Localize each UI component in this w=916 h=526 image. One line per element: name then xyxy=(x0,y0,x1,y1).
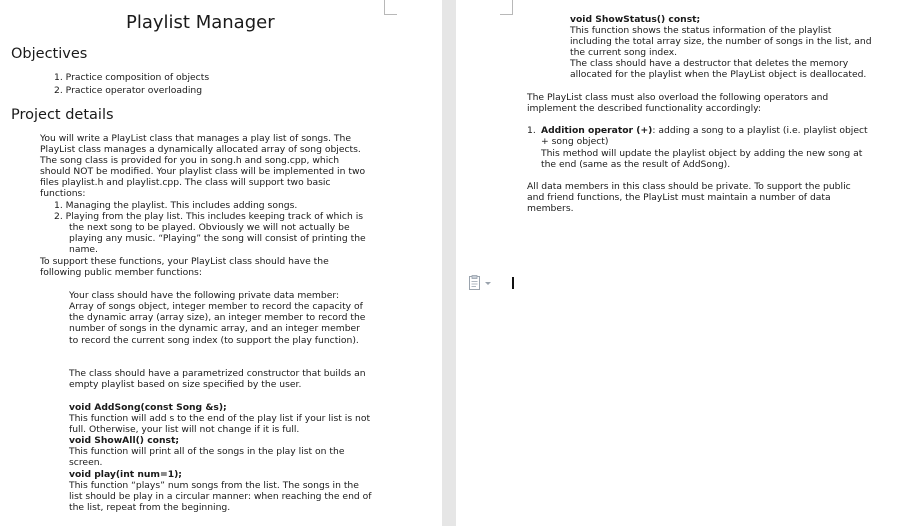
addition-item-cont: This method will update the playlist object by adding the new song at xyxy=(541,148,863,159)
constructor-line: empty playlist based on size specified by the user. xyxy=(69,379,302,390)
addition-item-cont: the end (same as the result of AddSong). xyxy=(541,159,731,170)
show-all-description: This function will print all of the songs in the play list on the xyxy=(69,446,345,457)
play-description: list should be play in a circular manner: when reaching the end of xyxy=(69,491,372,502)
addition-operator-text: : adding a song to a playlist (i.e. playlist object xyxy=(652,125,868,136)
objective-item: 1. Practice composition of objects xyxy=(54,72,210,83)
text-cursor-icon xyxy=(512,277,514,289)
play-description: This function “plays” num songs from the list. The songs in the xyxy=(69,480,359,491)
private-note-line: All data members in this class should be private. To support the public xyxy=(527,181,851,192)
page-corner-mark xyxy=(500,0,513,15)
show-all-signature: void ShowAll() const; xyxy=(69,435,180,446)
function-item: 1. Managing the playlist. This includes adding songs. xyxy=(54,200,298,211)
add-song-description: This function will add s to the end of the play list if your list is not xyxy=(69,413,371,424)
play-signature: void play(int num=1); xyxy=(69,469,182,480)
private-note-line: members. xyxy=(527,203,574,214)
addition-item-number: 1. xyxy=(527,125,536,136)
add-song-signature: void AddSong(const Song &s); xyxy=(69,402,227,413)
destructor-description: allocated for the playlist when the PlayList object is deallocated. xyxy=(570,69,867,80)
show-all-description: screen. xyxy=(69,457,103,468)
constructor-line: The class should have a parametrized constructor that builds an xyxy=(69,368,366,379)
private-note-line: and friend functions, the PlayList must maintain a number of data xyxy=(527,192,831,203)
play-description: the list, repeat from the beginning. xyxy=(69,502,231,513)
objective-item: 2. Practice operator overloading xyxy=(54,85,203,96)
intro-line: You will write a PlayList class that manages a play list of songs. The xyxy=(40,133,351,144)
private-member-line: number of songs in the dynamic array, and an integer member xyxy=(69,323,360,334)
private-member-line: Array of songs object, integer member to record the capacity of xyxy=(69,301,363,312)
function-item-cont: the next song to be played. Obviously we will not actually be xyxy=(69,222,350,233)
objectives-heading: Objectives xyxy=(11,46,88,62)
destructor-description: The class should have a destructor that deletes the memory xyxy=(570,58,849,69)
addition-item-cont: + song object) xyxy=(541,136,609,147)
support-line: To support these functions, your PlayList class should have the xyxy=(40,256,329,267)
private-member-line: to record the current song index (to support the play function). xyxy=(69,335,359,346)
function-item: 2. Playing from the play list. This includes keeping track of which is xyxy=(54,211,364,222)
function-item-cont: name. xyxy=(69,244,98,255)
document-page-right xyxy=(456,0,916,526)
private-member-line: the dynamic array (array size), an integer member to record the xyxy=(69,312,366,323)
addition-operator-label: Addition operator (+) xyxy=(541,125,653,136)
add-song-description: full. Otherwise, your list will not change if it is full. xyxy=(69,424,300,435)
project-details-heading: Project details xyxy=(11,107,114,123)
document-title: Playlist Manager xyxy=(126,12,275,33)
show-status-signature: void ShowStatus() const; xyxy=(570,14,701,25)
intro-line: files playlist.h and playlist.cpp. The class will support two basic xyxy=(40,177,331,188)
page-corner-mark xyxy=(384,0,397,15)
support-line: following public member functions: xyxy=(40,267,202,278)
intro-line: PlayList class manages a dynamically allocated array of song objects. xyxy=(40,144,361,155)
overload-line: implement the described functionality accordingly: xyxy=(527,103,762,114)
show-status-description: This function shows the status information of the playlist xyxy=(570,25,832,36)
function-item-cont: playing any music. “Playing” the song will consist of printing the xyxy=(69,233,366,244)
private-member-line: Your class should have the following private data member: xyxy=(69,290,340,301)
addition-item xyxy=(541,125,868,136)
paste-options-icon[interactable] xyxy=(468,275,494,291)
show-status-description: the current song index. xyxy=(570,47,678,58)
intro-line: The song class is provided for you in song.h and song.cpp, which xyxy=(40,155,340,166)
intro-line: should NOT be modified. Your playlist class will be implemented in two xyxy=(40,166,366,177)
document-page-left xyxy=(0,0,442,526)
intro-line: functions: xyxy=(40,188,86,199)
show-status-description: including the total array size, the number of songs in the list, and xyxy=(570,36,872,47)
overload-line: The PlayList class must also overload the following operators and xyxy=(527,92,829,103)
